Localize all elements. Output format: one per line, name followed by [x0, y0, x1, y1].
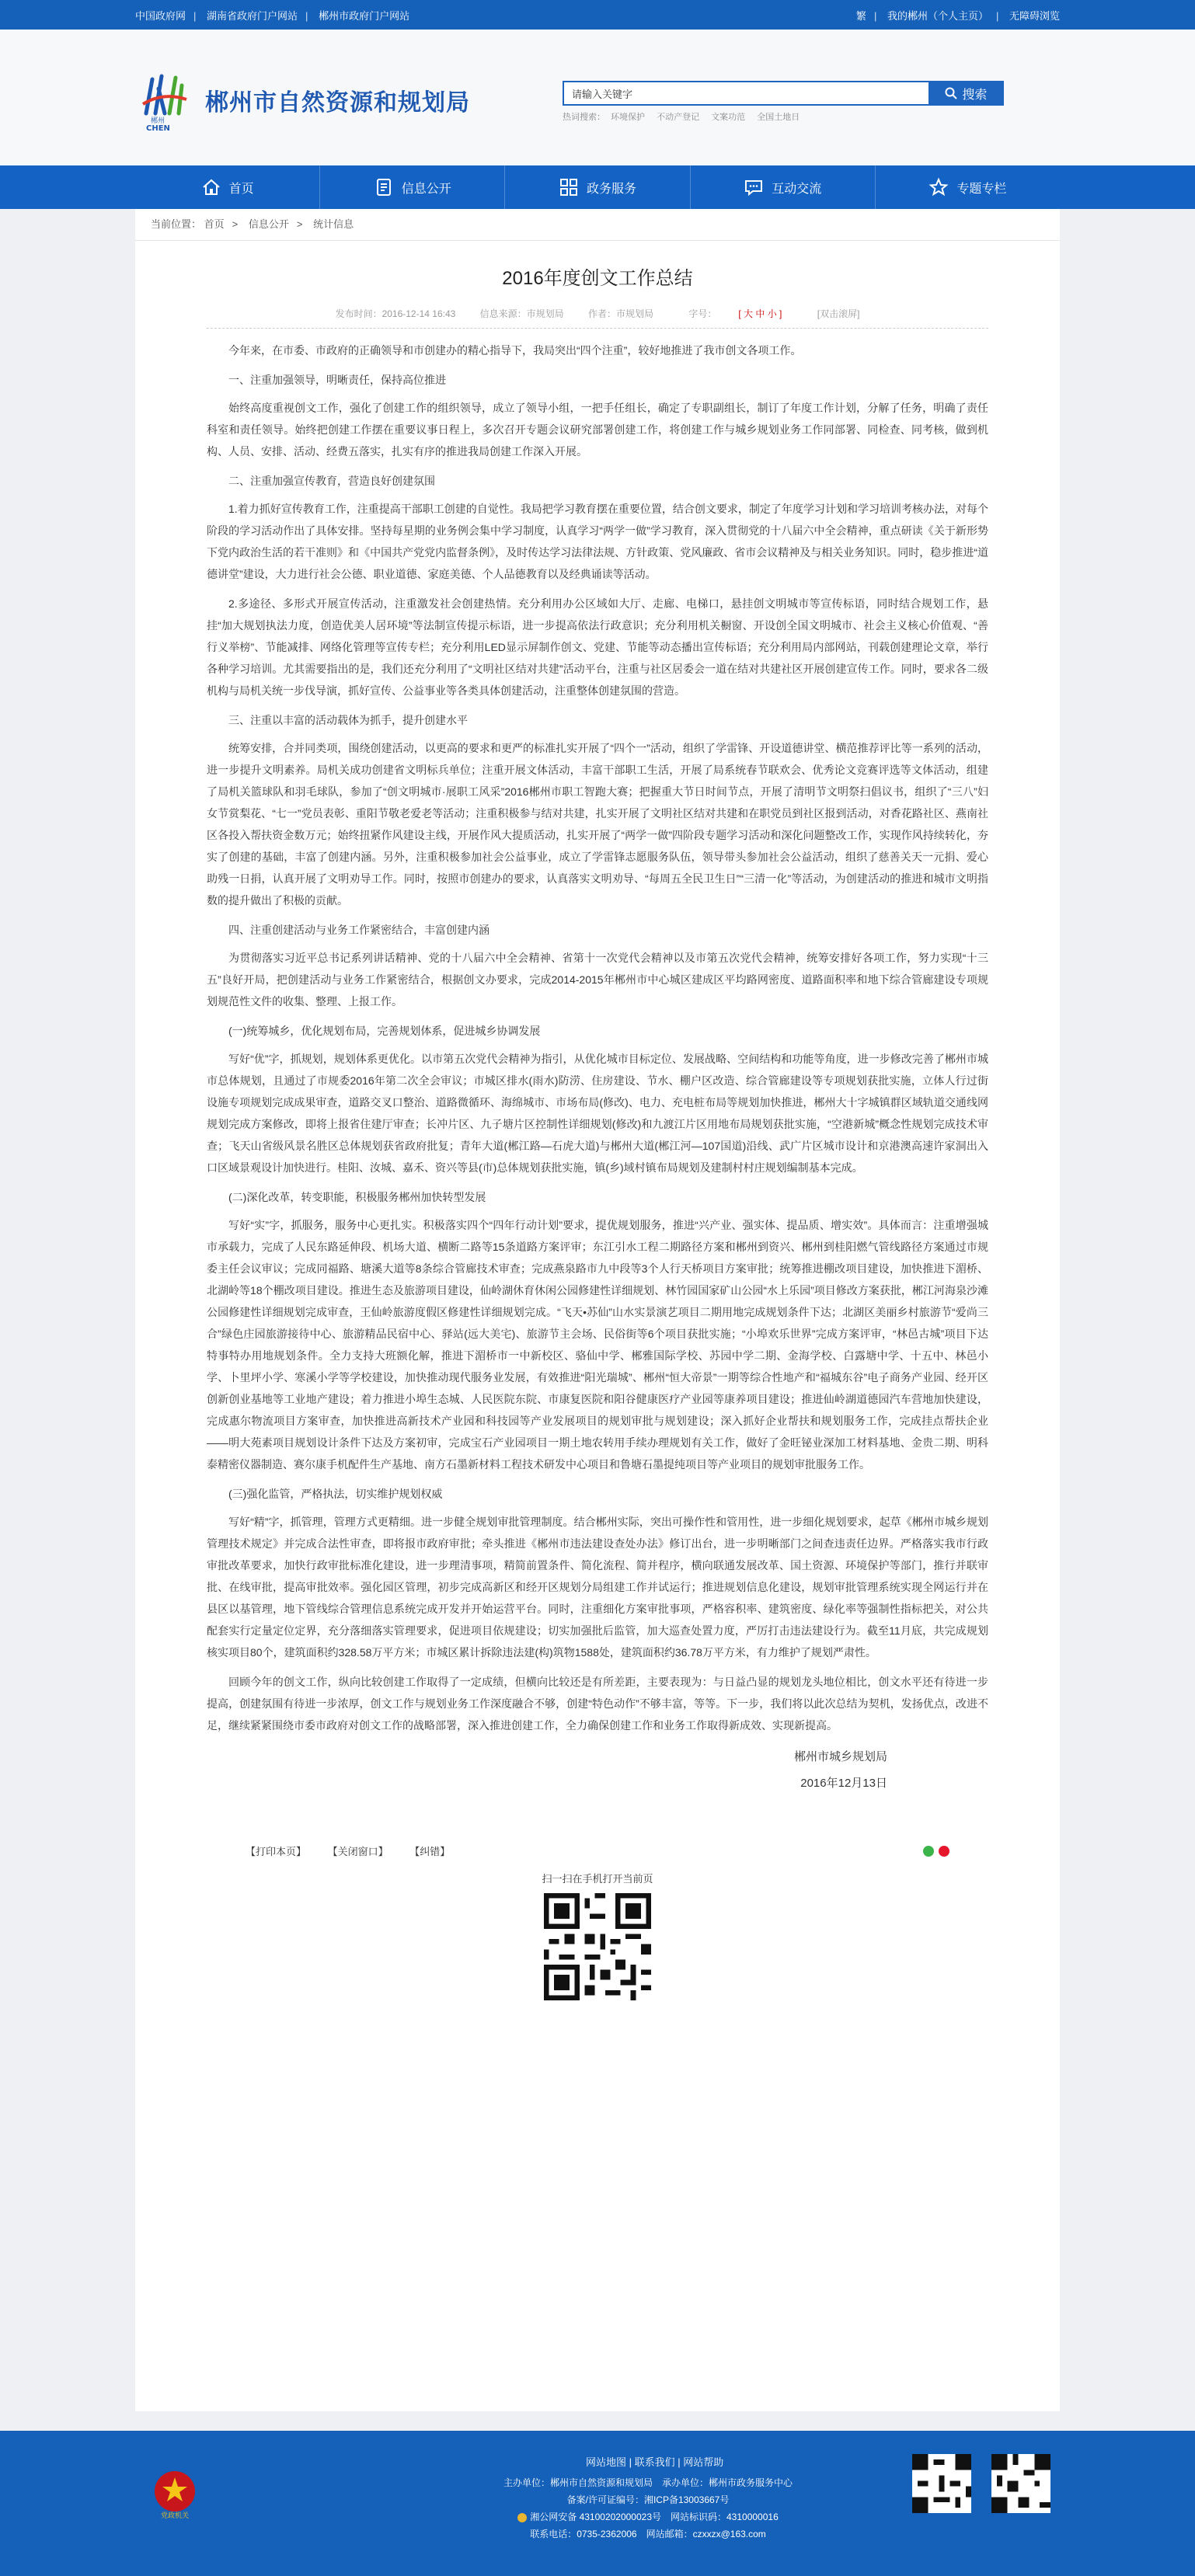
help-link[interactable]: 网站帮助 [683, 2456, 724, 2468]
hot-word[interactable]: 环境保护 [611, 113, 646, 122]
footer-qr-weibo [991, 2454, 1050, 2513]
svg-text:党政机关: 党政机关 [160, 2512, 190, 2520]
footer-police: 湘公网安备 43100202000023号 网站标识码：4310000016 [469, 2508, 827, 2526]
logo-mark-icon [135, 68, 199, 132]
article-paragraph: 2.多途径、多形式开展宣传活动，注重激发社会创建热情。充分利用办公区域如大厅、走廊、电梯口，悬挂创文明城市等宣传标语，同时结合规划工作，悬挂“加大规划执法力度，创造优美人居环境”等法制宣传提示标语，进一步提高依法行政意识；充分利用机关橱窗、开设创全国文明城市、社会主义核心价值观、“善行义举榜”、节能减排、网络化管理等宣传专栏；充分利用LED显示屏制作创文、党建、节能等动态播出宣传标语；充分利用局内部网站，刊载创建理论文章，举行各种学习培训。尤其需要指出的是，我们还充分利用了“文明社区结对共建”活动平台，注重与社区居委会一道在结对共建社区开展创建宣传工作。同时，要求各二级机构与局机关统一步伐导演，抓好宣传、公益事业等各类具体创建活动，注重整体创建氛围的营造。 [207, 597, 988, 697]
breadcrumb-statistics[interactable]: 统计信息 [313, 218, 354, 230]
section-heading: (二)深化改革，转变职能，积极服务郴州加快转型发展 [228, 1191, 486, 1203]
footer-info [469, 2474, 827, 2543]
top-links-right: 繁 | 我的郴州（个人主页） | 无障碍浏览 [855, 9, 1060, 22]
nav-interaction[interactable] [691, 165, 876, 209]
breadcrumb-label: 当前位置： [151, 218, 202, 230]
article-paragraph: 写好“优”字，抓规划，规划体系更优化。以市第五次党代会精神为指引，从优化城市目标定位、发展战略、空间结构和功能等角度，进一步修改完善了郴州市城市总体规划，且通过了市规委2016年第二次全会审议；市城区排水(雨水)防涝、住房建设、节水、棚户区改造、综合管廊建设等专项规划获批实施，立体人行过街设施专项规划完成成果审查，道路交叉口整治、道路微循环、海绵城市、市场布局(修改)、电力、充电桩布局等规划加快推进，郴州大十字城镇群区域轨道交通线网规划完成方案修改，即将上报省住建厅审查；长冲片区、九子塘片区控制性详细规划(修改)和九渡江片区用地布局规划获批实施，“空港新城”概念性规划完成技术审查；飞天山省级风景名胜区总体规划获省政府批复；青年大道(郴江路—石虎大道)与郴州大道(郴江河—107国道)沿线、武广片区城市设计和京港澳高速许家洞出入口区域景观设计加快进行。桂阳、汝城、嘉禾、资兴等县(市)总体规划获批实施，镇(乡)域村镇布局规划及建制村村庄规划编制基本完成。 [207, 1053, 988, 1174]
nav-label: 专题专栏 [956, 182, 1007, 196]
section-heading: 三、注重以丰富的活动载体为抓手，提升创建水平 [228, 714, 468, 726]
article-title: 2016年度创文工作总结 [502, 268, 693, 289]
section-heading: 二、注重加强宣传教育，营造良好创建氛围 [228, 475, 435, 487]
nav-info-public[interactable] [320, 165, 505, 209]
article-paragraph: 写好“精”字，抓管理，管理方式更精细。进一步健全规划审批管理制度。结合郴州实际，突出可操作性和管用性，进一步细化规划要求，起草《郴州市城乡规划管理技术规定》并完成合法性审查，即将报市政府审批；牵头推进《郴州市违法建设查处办法》修订出台，进一步明晰部门之间查违责任边界。严格落实我市行政审批改革要求，加快行政审批标准化建设，进一步理清事项，精简前置条件、简化流程、简并程序，横向联通发展改革、国土资源、环境保护等部门，推行并联审批、在线审批，提高审批效率。强化园区管理，初步完成高新区和经开区规划分局组建工作并试运行；推进规划信息化建设，规划审批管理系统实现全网运行并在县区以基管理，地下管线综合管理信息系统完成开发并开始运营平台。同时，注重细化方案审批事项，严格容积率、建筑密度、绿化率等强制性指标把关，对公共配套实行定量定位定界，充分落细落实管理要求，促进项目依规建设；切实加强批后监管，加大巡查处置力度，严厉打击违法建设行为。截至11月底，共完成规划核实项目80个，建筑面积约328.58万平方米；市城区累计拆除违法建(构)筑物1588处，建筑面积约36.78万平方米，有力维护了规划严肃性。 [207, 1516, 988, 1659]
nav-gov-services[interactable] [505, 165, 690, 209]
svg-text:CHEN: CHEN [146, 124, 170, 132]
site-title: 郴州市自然资源和规划局 [205, 90, 470, 116]
link-chenzhou-gov[interactable]: 郴州市政府门户网站 [319, 9, 410, 22]
article-paragraph: 写好“实”字，抓服务，服务中心更扎实。积极落实四个“四年行动计划”要求，提优规划服务，推进“兴产业、强实体、提品质、增实效”。具体而言：注重增强城市承载力，完成了人民东路延伸段、机场大道、横断二路等15条道路方案评审；东江引水工程二期路径方案和郴州到资兴、郴州到桂阳燃气管线路径方案通过市规委主任会议审议；完成同福路、塘溪大道等8条综合管廊技术审查；完成燕泉路市九中段等3个人行天桥项目方案审批；统筹推进棚改项目建设，加快推进下湄桥、北湖岭等18个棚改项目建设。推进生态及旅游项目建设，仙岭湖休育休闲公园修建性详细规划、林竹园国家矿山公园“水上乐园”项目修改方案获批，郴江河海泉沙滩公园修建性详细规划完成审查，王仙岭旅游度假区修建性详细规划完成。“飞天•苏仙”山水实景演艺项目二期用地完成规划条件下达；北湖区美丽乡村旅游节“爱尚三合”绿色庄园旅游接待中心、旅游精品民宿中心、驿站(远大美宅)、旅游节主会场、民俗街等6个项目获批实施；“小埠欢乐世界”完成方案评审，“林邑古城”项目下达特事特办用地规划条件。全力支持大班额化解，推进下湄桥市一中新校区、骆仙中学、郴雅国际学校、苏园中学二期、金海学校、白露塘中学、十五中、林邑小学、卜里坪小学、寒溪小学等学校建设，加快推动现代服务业发展，有效推进“阳光瑞城”、郴州“恒大帝景”一期等综合性地产和“福城东谷”电子商务产业园、经开区创新创业基地等工业地产建设；着力推进小埠生态城、人民医院东院、市康复医院和阳谷健康医疗产业园等康养项目建设；推进仙岭湖道德园汽车营地加快建设，完成惠尔物流项目方案审查，加快推进高新技术产业园和科技园等产业发展项目的规划审批与规划建设；深入抓好企业帮扶和规划服务工作，完成挂点帮扶企业——明大苑素项目规划设计条件下达及方案初审，完成宝石产业园项目一期土地农转用手续办理规划有关工作，做好了金旺铋业深加工材料基地、金贵二期、明科泰精密仪器制造、赛尔康手机配件生产基地、南方石墨新材料工程技术研发中心项目和鲁塘石墨提纯项目等产业项目的规划审批服务工作。 [207, 1219, 988, 1471]
site-header [0, 30, 1195, 165]
footer-qr-wechat [912, 2454, 971, 2513]
close-window-button[interactable]: 【关闭窗口】 [327, 1846, 388, 1857]
font-size-options[interactable]: [ 大 中 小 ] [738, 308, 782, 319]
footer-links: 网站地图 | 联系我们 | 网站帮助 [586, 2456, 724, 2468]
hot-words [563, 110, 1004, 123]
hot-word[interactable]: 全国土地日 [757, 113, 800, 122]
sitemap-link[interactable]: 网站地图 [586, 2456, 627, 2468]
print-button[interactable]: 【打印本页】 [246, 1846, 307, 1857]
hot-words-label: 热词搜索： [563, 113, 605, 122]
publish-time: 发布时间：2016-12-14 16:43 [335, 308, 456, 319]
section-heading: (一)统筹城乡，优化规划布局，完善规划体系，促进城乡协调发展 [228, 1025, 541, 1037]
svg-text:郴州: 郴州 [151, 117, 165, 125]
footer-host: 主办单位：郴州市自然资源和规划局 承办单位：郴州市政务服务中心 [503, 2477, 793, 2488]
link-hunan-gov[interactable]: 湖南省政府门户网站 [207, 9, 298, 22]
nav-special-topics[interactable] [876, 165, 1060, 209]
search-icon [945, 87, 957, 99]
breadcrumb: 当前位置： 首页 > 信息公开 > 统计信息 [135, 209, 1060, 241]
signature [207, 1744, 887, 1797]
personal-home-link[interactable]: 我的郴州（个人主页） [887, 9, 988, 22]
accessibility-link[interactable]: 无障碍浏览 [1009, 9, 1060, 22]
document-icon [374, 177, 394, 197]
font-size-control: 字号： [ 大 中 小 ] [688, 308, 782, 319]
article-paragraph: 今年来，在市委、市政府的正确领导和市创建办的精心指导下，我局突出“四个注重”，较好地推进了我市创文各项工作。 [228, 344, 802, 357]
contact-link[interactable]: 联系我们 [634, 2456, 675, 2468]
hot-word[interactable]: 不动产登记 [657, 113, 700, 122]
home-icon [201, 177, 221, 197]
page-qr-code [544, 1893, 651, 2000]
search-button-label: 搜索 [962, 88, 988, 102]
signature-date: 2016年12月13日 [800, 1777, 887, 1790]
search-input[interactable] [563, 81, 928, 106]
wechat-share-icon[interactable] [923, 1846, 934, 1857]
breadcrumb-info-public[interactable]: 信息公开 [248, 218, 289, 230]
article-paragraph: 为贯彻落实习近平总书记系列讲话精神、党的十八届六中全会精神、省第十一次党代会精神以及市第五次党代会精神，统筹安排好各项工作，努力实现“十三五”良好开局，把创建活动与业务工作紧密结合，根据创文办要求，完成2014-2015年郴州市中心城区建成区平均路网密度、道路面积率和地下综合管廊建设专项规划规范性文件的收集、整理、上报工作。 [207, 952, 988, 1008]
nav-label: 信息公开 [401, 182, 451, 196]
star-icon [928, 177, 949, 197]
article-paragraph: 1.着力抓好宣传教育工作，注重提高干部职工创建的自觉性。我局把学习教育摆在重要位置，结合创文要求，制定了年度学习计划和学习培训考核办法，对每个阶段的学习活动作出了具体安排。坚持每星期的业务例会集中学习制度，认真学习“两学一做”学习教育，深入贯彻党的十八届六中全会精神，重点研读《关于新形势下党内政治生活的若干准则》和《中国共产党党内监督条例》，及时传达学习法律法规、方针政策、党风廉政、省市会议精神及与相关业务知识。同时，稳步推进“道德讲堂”建设，大力进行社会公德、职业道德、家庭美德、个人品德教育以及经典诵读等活动。 [207, 503, 988, 580]
info-source: 信息来源：市规划局 [479, 308, 564, 319]
main-content [135, 209, 1060, 2411]
main-nav [0, 165, 1195, 209]
top-links-left: 中国政府网 | 湖南省政府门户网站 | 郴州市政府门户网站 [135, 9, 410, 22]
footer-contact: 联系电话：0735-2362006 网站邮箱：czxxzx@163.com [530, 2529, 766, 2539]
chat-icon [744, 177, 764, 197]
report-error-button[interactable]: 【纠错】 [409, 1846, 451, 1857]
footer-icp: 备案/许可证编号：湘ICP备13003667号 [566, 2494, 730, 2505]
police-badge-icon [517, 2513, 527, 2522]
top-bar [0, 0, 1195, 30]
party-gov-badge-icon[interactable] [152, 2470, 197, 2521]
nav-label: 政务服务 [587, 182, 637, 196]
breadcrumb-home[interactable]: 首页 [204, 218, 225, 230]
article-body [207, 339, 988, 1736]
grid-icon [559, 177, 579, 197]
search-box [563, 81, 1004, 123]
article-paragraph: 统筹安排，合并同类项，围绕创建活动，以更高的要求和更严的标准扎实开展了“四个一”活动，组织了学雷锋、开设道德讲堂、横范推荐评比等一系列的活动，进一步提升文明素养。局机关成功创建省文明标兵单位；注重开展文体活动，丰富干部职工生活，开展了局系统春节联欢会、优秀论文竞赛评选等文体活动，组建了局机关篮球队和羽毛球队，参加了“创文明城市·展职工风采”2016郴州市职工智跑大赛；把握重大节日时间节点，开展了清明节文明祭扫倡议书，组织了“三八”妇女节赏梨花、“七一”党员表彰、重阳节敬老爱老等活动；注重积极参与结对共建，扎实开展了文明社区结对共建和在职党员到社区报到活动，对香花路社区、燕南社区各投入帮扶资金数万元；始终扭紧作风建设主线，开展作风大提质活动，扎实开展了“两学一做”四阶段专题学习活动和深化问题整改工作，实现作风持续转化，夯实了创建的基础，丰富了创建内涵。另外，注重积极参加社会公益事业，成立了学雷锋志愿服务队伍，领导带头参加社会公益活动，组织了慈善关天一元捐、爱心助残一日捐，认真开展了文明劝导工作。同时，按照市创建办的要求，认真落实文明劝导、“每周五全民卫生日”“三清一化”等活动，为创建活动的推进和城市文明指数的提升做出了积极的贡献。 [207, 742, 988, 907]
nav-label: 互动交流 [772, 182, 822, 196]
site-logo[interactable] [135, 68, 470, 132]
article-paragraph: 回顾今年的创文工作，纵向比较创建工作取得了一定成绩，但横向比较还是有所差距，主要表现为：与日益凸显的规划龙头地位相比，创文水平还有待进一步提高，创建氛围有待进一步浓厚，创文工作与规划业务工作深度融合不够，创建“特色动作”不够丰富，等等。下一步，我们将以此次总结为契机，发扬优点，改进不足，继续紧紧围绕市委市政府对创文工作的战略部署，深入推进创建工作，全力确保创建工作和业务工作取得新成效、实现新提高。 [207, 1676, 988, 1732]
nav-home[interactable] [135, 165, 320, 209]
article-meta [207, 307, 988, 329]
nav-label: 首页 [228, 182, 254, 196]
link-gov-cn[interactable]: 中国政府网 [135, 9, 186, 22]
article-tools [207, 1843, 988, 1858]
weibo-share-icon[interactable] [939, 1846, 949, 1857]
traditional-chinese-link[interactable]: 繁 [855, 9, 866, 22]
section-heading: 四、注重创建活动与业务工作紧密结合，丰富创建内涵 [228, 924, 489, 936]
section-heading: 一、注重加强领导，明晰责任，保持高位推进 [228, 374, 446, 386]
hot-word[interactable]: 文案功范 [711, 113, 746, 122]
author: 作者：市规划局 [588, 308, 654, 319]
scan-text: 扫一扫在手机打开当前页 [542, 1873, 653, 1885]
share-buttons [923, 1846, 949, 1857]
article-paragraph: 始终高度重视创文工作，强化了创建工作的组织领导，成立了领导小组，一把手任组长，确定了专职副组长，制订了年度工作计划，分解了任务，明确了责任科室和责任领导。始终把创建工作摆在重要议事日程上，多次召开专题会议研究部署创建工作，将创建工作与城乡规划业务工作同部署、同检查、同考核，做到机构、人员、安排、活动、经费五落实，扎实有序的推进我局创建工作深入开展。 [207, 402, 988, 458]
search-button[interactable] [928, 81, 1004, 106]
scroll-mode-toggle[interactable]: [双击滚屏] [817, 308, 860, 319]
signature-org: 郴州市城乡规划局 [793, 1750, 887, 1763]
article [135, 263, 1060, 2000]
site-footer [0, 2431, 1195, 2576]
section-heading: (三)强化监管，严格执法，切实维护规划权威 [228, 1488, 443, 1500]
